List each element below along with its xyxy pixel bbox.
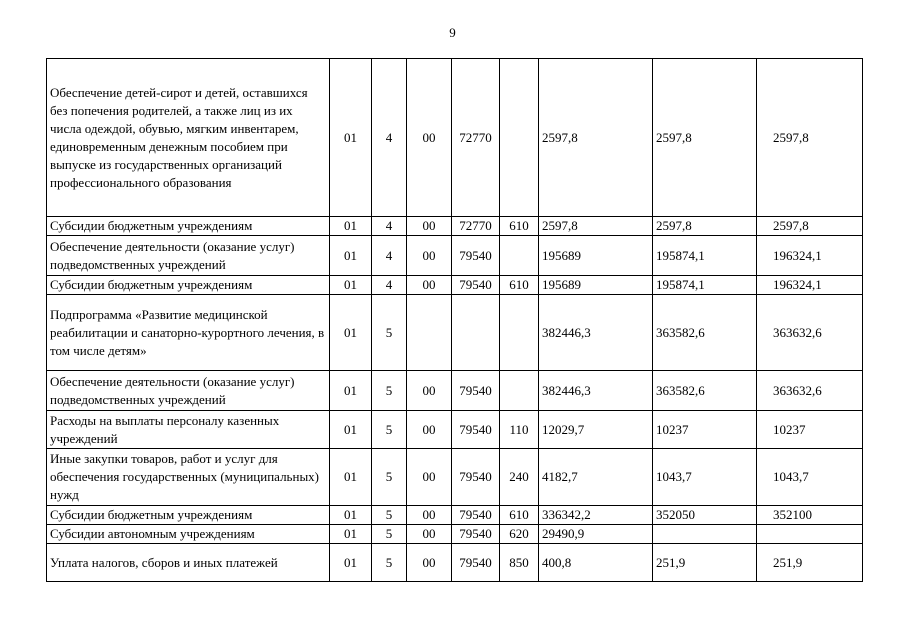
amount-1: 195689 — [539, 276, 653, 295]
code-5 — [500, 295, 539, 371]
code-4: 79540 — [452, 371, 500, 411]
code-5: 110 — [500, 411, 539, 449]
row-name: Подпрограмма «Развитие медицинской реабилитации и санаторно-курортного лечения, в том числе детям» — [47, 295, 330, 371]
code-5: 850 — [500, 544, 539, 582]
table-row — [47, 217, 863, 236]
code-4: 79540 — [452, 411, 500, 449]
code-1: 01 — [330, 276, 372, 295]
page-number: 9 — [449, 25, 456, 40]
table-row — [47, 449, 863, 506]
table-row — [47, 295, 863, 371]
code-3: 00 — [407, 371, 452, 411]
amount-3: 2597,8 — [757, 217, 863, 236]
code-4: 79540 — [452, 236, 500, 276]
code-5: 240 — [500, 449, 539, 506]
code-3: 00 — [407, 217, 452, 236]
amount-3: 352100 — [757, 506, 863, 525]
row-name: Обеспечение деятельности (оказание услуг) подведомственных учреждений — [47, 371, 330, 411]
row-name: Субсидии бюджетным учреждениям — [47, 506, 330, 525]
code-1: 01 — [330, 236, 372, 276]
amount-2: 363582,6 — [653, 295, 757, 371]
amount-3: 251,9 — [757, 544, 863, 582]
row-name: Субсидии автономным учреждениям — [47, 525, 330, 544]
code-4: 72770 — [452, 217, 500, 236]
table-row — [47, 276, 863, 295]
amount-3 — [757, 525, 863, 544]
amount-1: 12029,7 — [539, 411, 653, 449]
code-5: 610 — [500, 217, 539, 236]
amount-2: 2597,8 — [653, 217, 757, 236]
code-3: 00 — [407, 59, 452, 217]
row-name: Уплата налогов, сборов и иных платежей — [47, 544, 330, 582]
code-3: 00 — [407, 525, 452, 544]
code-1: 01 — [330, 295, 372, 371]
table-row — [47, 506, 863, 525]
amount-3: 1043,7 — [757, 449, 863, 506]
code-3: 00 — [407, 449, 452, 506]
row-name: Расходы на выплаты персоналу казенных учреждений — [47, 411, 330, 449]
code-1: 01 — [330, 525, 372, 544]
code-2: 4 — [372, 217, 407, 236]
row-name: Субсидии бюджетным учреждениям — [47, 276, 330, 295]
amount-3: 10237 — [757, 411, 863, 449]
budget-table — [46, 58, 863, 582]
amount-2: 195874,1 — [653, 276, 757, 295]
code-4: 79540 — [452, 506, 500, 525]
code-2: 5 — [372, 506, 407, 525]
amount-2: 2597,8 — [653, 59, 757, 217]
amount-3: 196324,1 — [757, 276, 863, 295]
code-2: 5 — [372, 295, 407, 371]
amount-1: 195689 — [539, 236, 653, 276]
amount-2: 10237 — [653, 411, 757, 449]
code-4: 79540 — [452, 276, 500, 295]
code-2: 5 — [372, 525, 407, 544]
code-5: 620 — [500, 525, 539, 544]
amount-2 — [653, 525, 757, 544]
code-2: 4 — [372, 276, 407, 295]
code-5 — [500, 371, 539, 411]
code-2: 4 — [372, 236, 407, 276]
amount-1: 4182,7 — [539, 449, 653, 506]
table-row — [47, 411, 863, 449]
code-1: 01 — [330, 449, 372, 506]
code-2: 5 — [372, 544, 407, 582]
amount-2: 1043,7 — [653, 449, 757, 506]
amount-2: 352050 — [653, 506, 757, 525]
code-1: 01 — [330, 59, 372, 217]
amount-3: 2597,8 — [757, 59, 863, 217]
amount-2: 251,9 — [653, 544, 757, 582]
code-4 — [452, 295, 500, 371]
table-row — [47, 59, 863, 217]
code-5 — [500, 236, 539, 276]
amount-3: 363632,6 — [757, 371, 863, 411]
code-4: 79540 — [452, 525, 500, 544]
table-row — [47, 525, 863, 544]
code-4: 72770 — [452, 59, 500, 217]
code-3: 00 — [407, 236, 452, 276]
code-5: 610 — [500, 276, 539, 295]
table-row — [47, 544, 863, 582]
code-1: 01 — [330, 544, 372, 582]
table-row — [47, 371, 863, 411]
code-3: 00 — [407, 544, 452, 582]
row-name: Иные закупки товаров, работ и услуг для обеспечения государственных (муниципальных) нужд — [47, 449, 330, 506]
code-1: 01 — [330, 371, 372, 411]
amount-1: 382446,3 — [539, 371, 653, 411]
amount-1: 400,8 — [539, 544, 653, 582]
code-2: 4 — [372, 59, 407, 217]
code-3: 00 — [407, 411, 452, 449]
amount-3: 196324,1 — [757, 236, 863, 276]
code-2: 5 — [372, 449, 407, 506]
code-1: 01 — [330, 217, 372, 236]
amount-1: 382446,3 — [539, 295, 653, 371]
row-name: Субсидии бюджетным учреждениям — [47, 217, 330, 236]
code-2: 5 — [372, 371, 407, 411]
code-1: 01 — [330, 506, 372, 525]
amount-2: 363582,6 — [653, 371, 757, 411]
amount-1: 2597,8 — [539, 59, 653, 217]
row-name: Обеспечение деятельности (оказание услуг) подведомственных учреждений — [47, 236, 330, 276]
code-5 — [500, 59, 539, 217]
code-3: 00 — [407, 506, 452, 525]
code-1: 01 — [330, 411, 372, 449]
code-5: 610 — [500, 506, 539, 525]
code-4: 79540 — [452, 544, 500, 582]
amount-2: 195874,1 — [653, 236, 757, 276]
code-4: 79540 — [452, 449, 500, 506]
row-name: Обеспечение детей-сирот и детей, оставшихся без попечения родителей, а также лиц из их числа одеждой, обувью, мягким инвентарем, единовременным денежным пособием при выпуске из государственных организаций профессионального образования — [47, 59, 330, 217]
code-3: 00 — [407, 276, 452, 295]
code-3 — [407, 295, 452, 371]
amount-1: 2597,8 — [539, 217, 653, 236]
amount-1: 29490,9 — [539, 525, 653, 544]
amount-3: 363632,6 — [757, 295, 863, 371]
table-row — [47, 236, 863, 276]
code-2: 5 — [372, 411, 407, 449]
amount-1: 336342,2 — [539, 506, 653, 525]
